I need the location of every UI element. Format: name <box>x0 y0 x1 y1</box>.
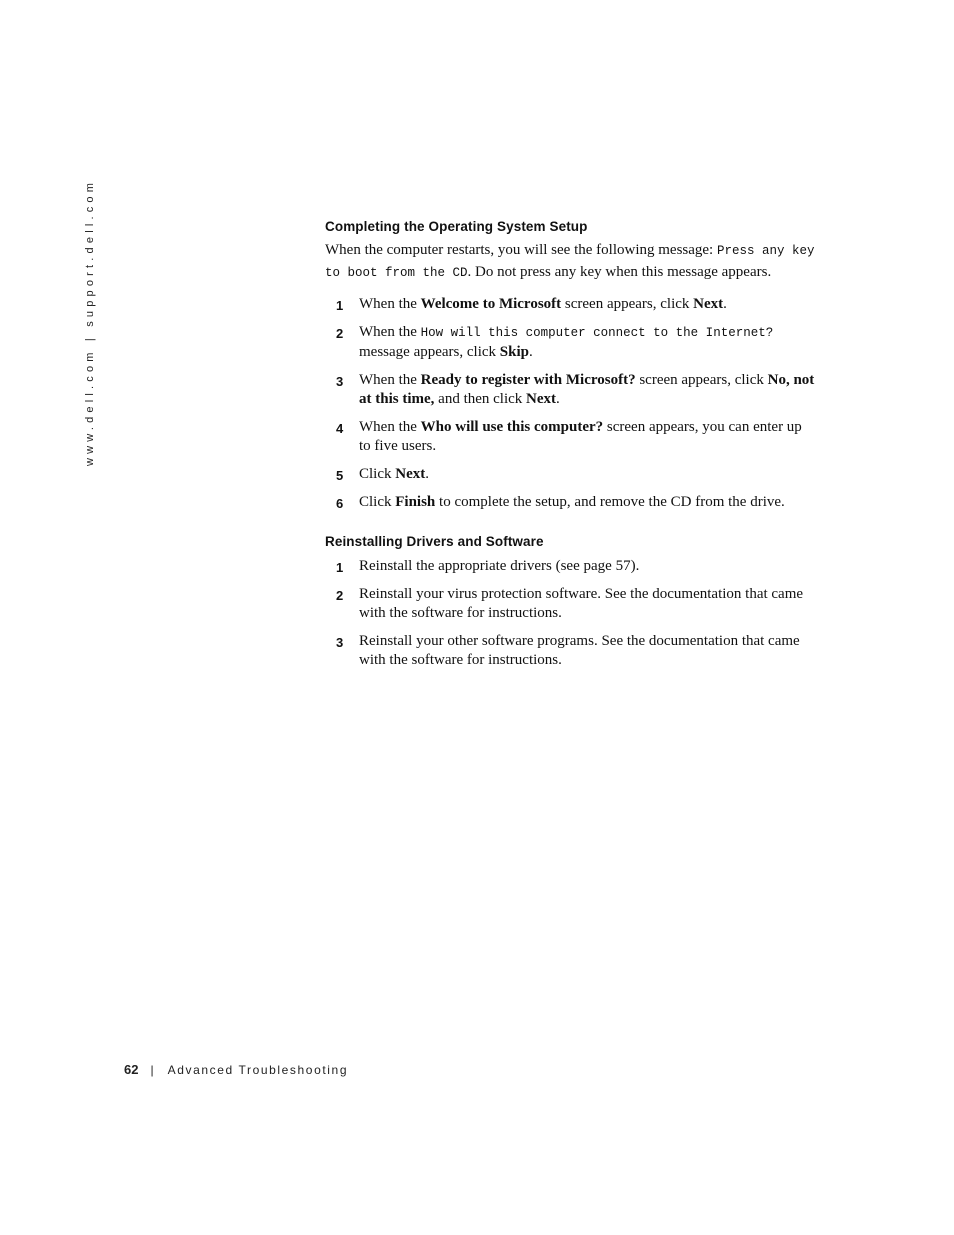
list-item: 4 When the Who will use this computer? screen appears, you can enter up to five users. <box>336 419 802 454</box>
step-number: 3 <box>336 635 344 650</box>
step-number: 1 <box>336 298 344 313</box>
reinstall-steps-list <box>325 557 815 670</box>
page-footer <box>124 1062 348 1077</box>
footer-separator: | <box>150 1063 154 1077</box>
boot-message-code: Press any key to boot from the CD <box>325 244 815 280</box>
list-item: 3 Reinstall your other software programs. See the documentation that came with the software for instructions. <box>336 633 800 668</box>
list-item: 2 Reinstall your virus protection software. See the documentation that came with the software for instructions. <box>336 586 804 621</box>
list-item: 6 Click Finish to complete the setup, and remove the CD from the drive. <box>336 494 785 511</box>
step-number: 5 <box>336 468 344 483</box>
page-number: 62 <box>124 1062 139 1077</box>
step-number: 4 <box>336 421 344 436</box>
intro-paragraph <box>325 240 815 283</box>
sidebar-url: www.dell.com | support.dell.com <box>84 178 96 466</box>
step-number: 1 <box>336 560 344 575</box>
step-number: 3 <box>336 374 344 389</box>
step-number: 6 <box>336 496 344 511</box>
intro-text-end: . Do not press any key when this message appears. <box>467 263 772 280</box>
step-number: 2 <box>336 588 344 603</box>
chapter-title: Advanced Troubleshooting <box>167 1063 349 1077</box>
step-number: 2 <box>336 326 344 341</box>
intro-text: When the computer restarts, you will see the following message: <box>325 242 717 258</box>
list-item: 2 When the How will this computer connect to the Internet? message appears, click Skip. <box>336 324 774 360</box>
list-item: 5 Click Next. <box>336 466 429 483</box>
setup-steps-list <box>325 295 815 512</box>
section-heading-os-setup: Completing the Operating System Setup <box>325 219 588 234</box>
list-item: 3 When the Ready to register with Microsoft? screen appears, click No, not at this time, and then click Next. <box>336 372 815 407</box>
main-content <box>325 219 815 679</box>
section-heading-reinstall: Reinstalling Drivers and Software <box>325 534 544 549</box>
connect-message-code: How will this computer connect to the Internet? <box>420 326 774 340</box>
list-item: 1 When the Welcome to Microsoft screen appears, click Next. <box>336 296 727 313</box>
list-item: 1 Reinstall the appropriate drivers (see page 57). <box>336 558 640 575</box>
